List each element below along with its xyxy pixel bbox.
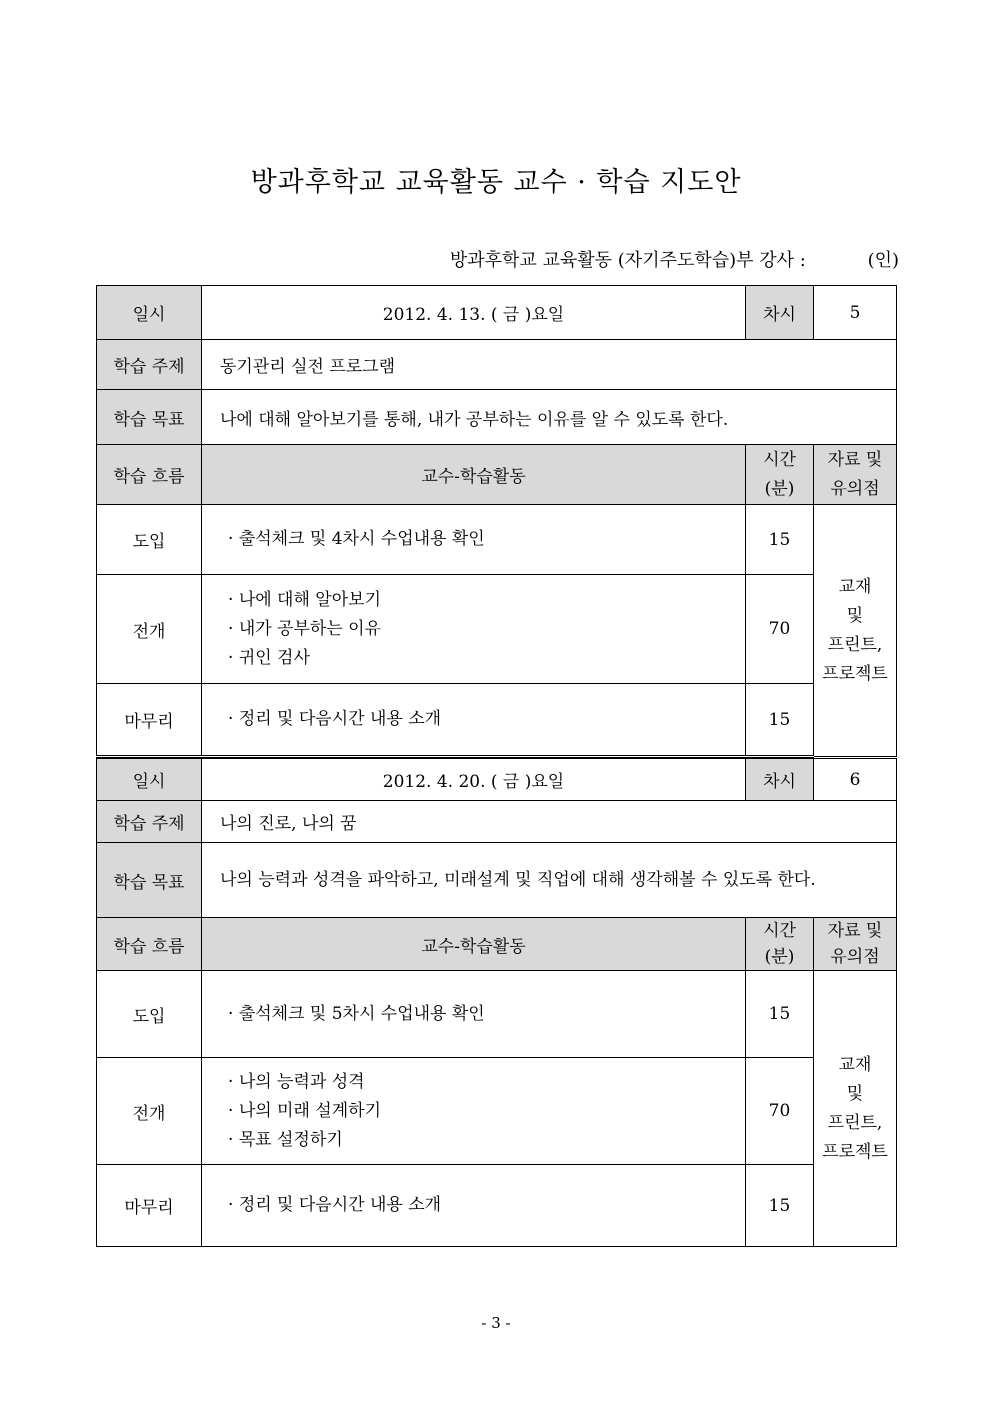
material-line: 프로젝트 [822,1141,888,1162]
stage-row [97,1165,897,1247]
activity-item: · 나의 미래 설계하기 [228,1097,741,1126]
session-label: 차시 [746,759,814,801]
stage-activities [202,1058,746,1165]
document-title: 방과후학교 교육활동 교수 · 학습 지도안 [250,167,742,198]
activity-item: · 귀인 검사 [228,644,741,673]
header-row [97,445,897,505]
instructor-line: 방과후학교 교육활동 (자기주도학습)부 강사 : [449,250,806,271]
lesson-goal: 나의 능력과 성격을 파악하고, 미래설계 및 직업에 대해 생각해볼 수 있도록 한다. [202,843,897,918]
stage-name: 마무리 [97,1165,202,1247]
lesson-date: 2012. 4. 20. ( 금 )요일 [202,759,746,801]
topic-row [97,340,897,390]
material-line: 교재 [838,576,872,597]
goal-label: 학습 목표 [97,843,202,918]
material-line: 프린트, [827,1112,883,1133]
document-subtitle [450,246,899,272]
time-header [746,445,814,505]
materials-cell [814,505,897,757]
signature-mark: (인) [867,250,899,271]
stage-name: 도입 [97,505,202,575]
lesson-plan-table-2 [96,758,897,1247]
goal-row [97,390,897,445]
stage-name: 도입 [97,971,202,1058]
activity-item: · 출석체크 및 5차시 수업내용 확인 [228,1000,741,1029]
goal-label: 학습 목표 [97,390,202,445]
stage-activities [202,575,746,684]
activity-item: · 출석체크 및 4차시 수업내용 확인 [228,525,741,554]
date-row [97,759,897,801]
stage-row [97,971,897,1058]
session-number: 5 [814,286,897,340]
material-header [814,445,897,505]
material-header-line1: 자료 및 [827,921,883,941]
activity-item: · 정리 및 다음시간 내용 소개 [228,1191,741,1220]
header-row [97,918,897,971]
activity-header: 교수-학습활동 [202,445,746,505]
topic-label: 학습 주제 [97,340,202,390]
flow-header: 학습 흐름 [97,918,202,971]
material-header [814,918,897,971]
date-label: 일시 [97,286,202,340]
time-header-line1: 시간 [763,921,796,941]
stage-time: 15 [746,684,814,757]
date-row [97,286,897,340]
activity-item: · 나에 대해 알아보기 [228,586,741,615]
stage-name: 마무리 [97,684,202,757]
stage-time: 15 [746,505,814,575]
topic-row [97,801,897,843]
activity-item: · 내가 공부하는 이유 [228,615,741,644]
time-header-line2: (분) [764,947,795,967]
stage-activities [202,505,746,575]
activity-item: · 나의 능력과 성격 [228,1068,741,1097]
session-number: 6 [814,759,897,801]
stage-row [97,684,897,757]
lesson-topic: 동기관리 실전 프로그램 [202,340,897,390]
material-line: 프로젝트 [822,663,888,684]
material-line: 교재 [838,1054,872,1075]
material-line: 및 [846,605,864,626]
time-header-line1: 시간 [763,449,796,470]
stage-time: 15 [746,1165,814,1247]
stage-name: 전개 [97,575,202,684]
session-label: 차시 [746,286,814,340]
stage-name: 전개 [97,1058,202,1165]
stage-time: 15 [746,971,814,1058]
topic-label: 학습 주제 [97,801,202,843]
stage-activities [202,971,746,1058]
page-number: - 3 - [481,1314,511,1332]
material-header-line2: 유의점 [830,947,880,967]
stage-activities [202,684,746,757]
lesson-topic: 나의 진로, 나의 꿈 [202,801,897,843]
lesson-goal: 나에 대해 알아보기를 통해, 내가 공부하는 이유를 알 수 있도록 한다. [202,390,897,445]
stage-row [97,505,897,575]
material-header-line2: 유의점 [830,478,880,499]
stage-time: 70 [746,1058,814,1165]
time-header [746,918,814,971]
material-line: 및 [846,1083,864,1104]
stage-row [97,575,897,684]
activity-header: 교수-학습활동 [202,918,746,971]
lesson-plan-table-1 [96,285,897,758]
date-label: 일시 [97,759,202,801]
time-header-line2: (분) [764,478,795,499]
materials-cell [814,971,897,1247]
material-line: 프린트, [827,634,883,655]
flow-header: 학습 흐름 [97,445,202,505]
stage-time: 70 [746,575,814,684]
activity-item: · 목표 설정하기 [228,1126,741,1155]
stage-row [97,1058,897,1165]
lesson-date: 2012. 4. 13. ( 금 )요일 [202,286,746,340]
stage-activities [202,1165,746,1247]
goal-row [97,843,897,918]
material-header-line1: 자료 및 [827,449,883,470]
activity-item: · 정리 및 다음시간 내용 소개 [228,705,741,734]
